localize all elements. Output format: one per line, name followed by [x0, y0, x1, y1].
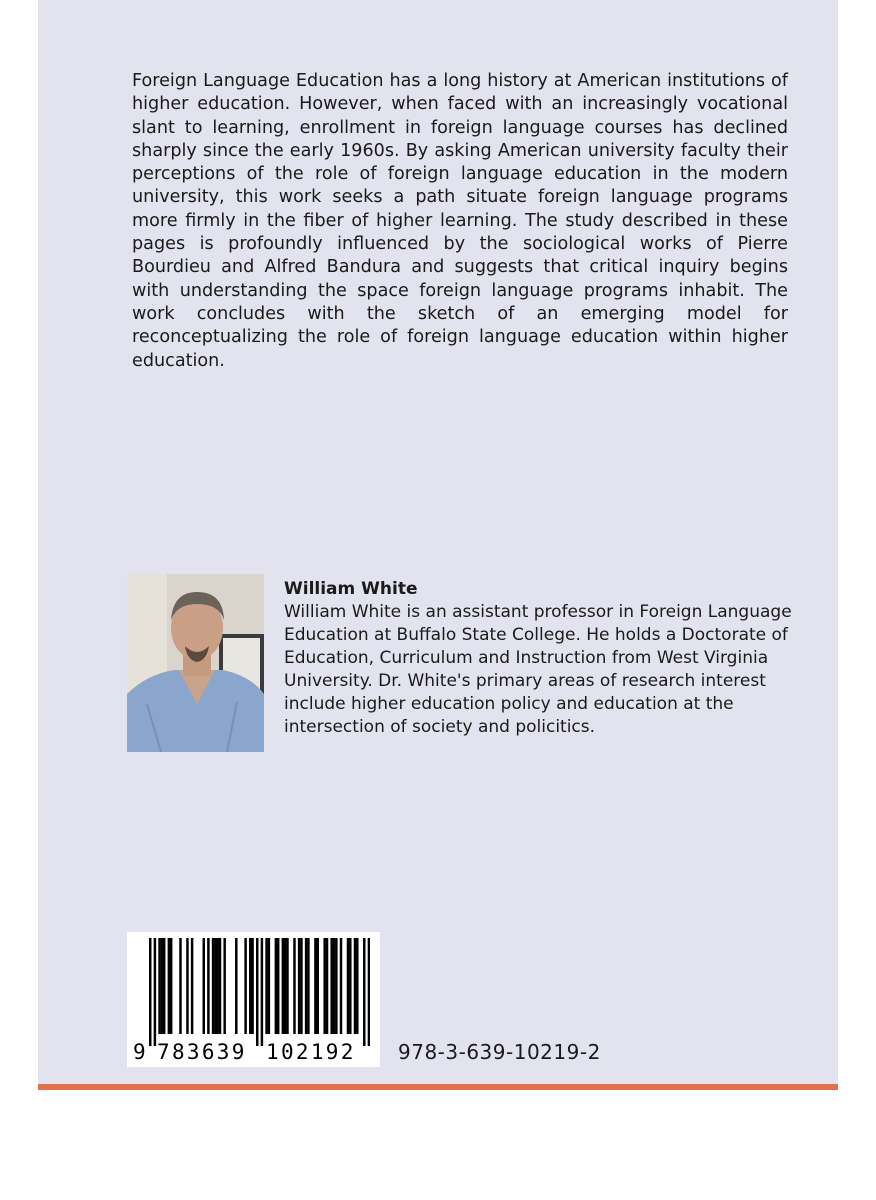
barcode-bar — [363, 938, 365, 1046]
author-bio: William White is an assistant professor in Foreign Language Education at Buffalo State College. He holds a Doctorate of Education, Curriculum and Instruction from West Virginia University. Dr. White's primary areas of research interest include higher education policy and education at the intersection of society and policitics. — [284, 602, 792, 737]
barcode-bar — [265, 938, 267, 1034]
barcode-bar — [212, 938, 214, 1034]
barcode-bar — [161, 938, 163, 1034]
barcode-bar — [293, 938, 295, 1034]
barcode-bar — [335, 938, 337, 1034]
barcode-bar — [249, 938, 251, 1034]
barcode-bar — [307, 938, 309, 1034]
barcode-bar — [314, 938, 316, 1034]
barcode-bar — [219, 938, 221, 1034]
barcode-bar — [356, 938, 358, 1034]
isbn-barcode — [127, 932, 380, 1067]
barcode-bar — [316, 938, 318, 1034]
barcode-bar — [168, 938, 170, 1034]
barcode-bar — [333, 938, 335, 1034]
barcode-bar — [235, 938, 237, 1034]
barcode-bar — [368, 938, 370, 1046]
barcode-bar — [170, 938, 172, 1034]
barcode-bar — [349, 938, 351, 1034]
orange-bottom-rule — [38, 1084, 838, 1090]
barcode-bar — [326, 938, 328, 1034]
barcode-digits — [127, 1040, 380, 1067]
barcode-bar — [163, 938, 165, 1034]
barcode-bar — [154, 938, 156, 1046]
barcode-bar — [354, 938, 356, 1034]
barcode-bar — [256, 938, 258, 1046]
barcode-bar — [251, 938, 253, 1034]
barcode-bars — [149, 938, 370, 1046]
barcode-bar — [330, 938, 332, 1034]
barcode-bar — [179, 938, 181, 1034]
barcode-bar — [305, 938, 307, 1034]
barcode-bar — [158, 938, 160, 1034]
barcode-bar — [323, 938, 325, 1034]
barcode-bar — [347, 938, 349, 1034]
barcode-bar — [216, 938, 218, 1034]
barcode-bar — [282, 938, 284, 1034]
barcode-bar — [223, 938, 225, 1034]
barcode-bar — [277, 938, 279, 1034]
barcode-bar — [191, 938, 193, 1034]
barcode-bar — [300, 938, 302, 1034]
barcode-bar — [268, 938, 270, 1034]
book-description: Foreign Language Education has a long history at American institutions of higher education. However, when faced with an increasingly vocational slant to learning, enrollment in foreign language courses has declined sharply since the early 1960s. By asking American university faculty their perceptions of the role of foreign language education in the modern university, this work seeks a path situate foreign language programs more firmly in the fiber of higher learning. The study described in these pages is profoundly influenced by the sociological works of Pierre Bourdieu and Alfred Bandura and suggests that critical inquiry begins with understanding the space foreign language programs inhabit. The work concludes with the sketch of an emerging model for reconceptualizing the role of foreign language education within higher education. — [132, 71, 788, 371]
barcode-bar — [214, 938, 216, 1034]
author-name: William White — [284, 579, 418, 599]
barcode-bar — [286, 938, 288, 1034]
author-photo — [127, 574, 264, 752]
barcode-left-digits: 783639 — [157, 1040, 247, 1064]
isbn-number: 978-3-639-10219-2 — [398, 1040, 601, 1064]
barcode-right-digits: 102192 — [266, 1040, 356, 1064]
barcode-bar — [275, 938, 277, 1034]
barcode-bar — [284, 938, 286, 1034]
barcode-lead-digit: 9 — [133, 1040, 146, 1064]
barcode-bar — [186, 938, 188, 1034]
barcode-bar — [203, 938, 205, 1034]
barcode-bar — [207, 938, 209, 1034]
barcode-bar — [149, 938, 151, 1046]
barcode-bar — [340, 938, 342, 1034]
barcode-bar — [244, 938, 246, 1034]
barcode-bar — [298, 938, 300, 1034]
barcode-bar — [261, 938, 263, 1046]
